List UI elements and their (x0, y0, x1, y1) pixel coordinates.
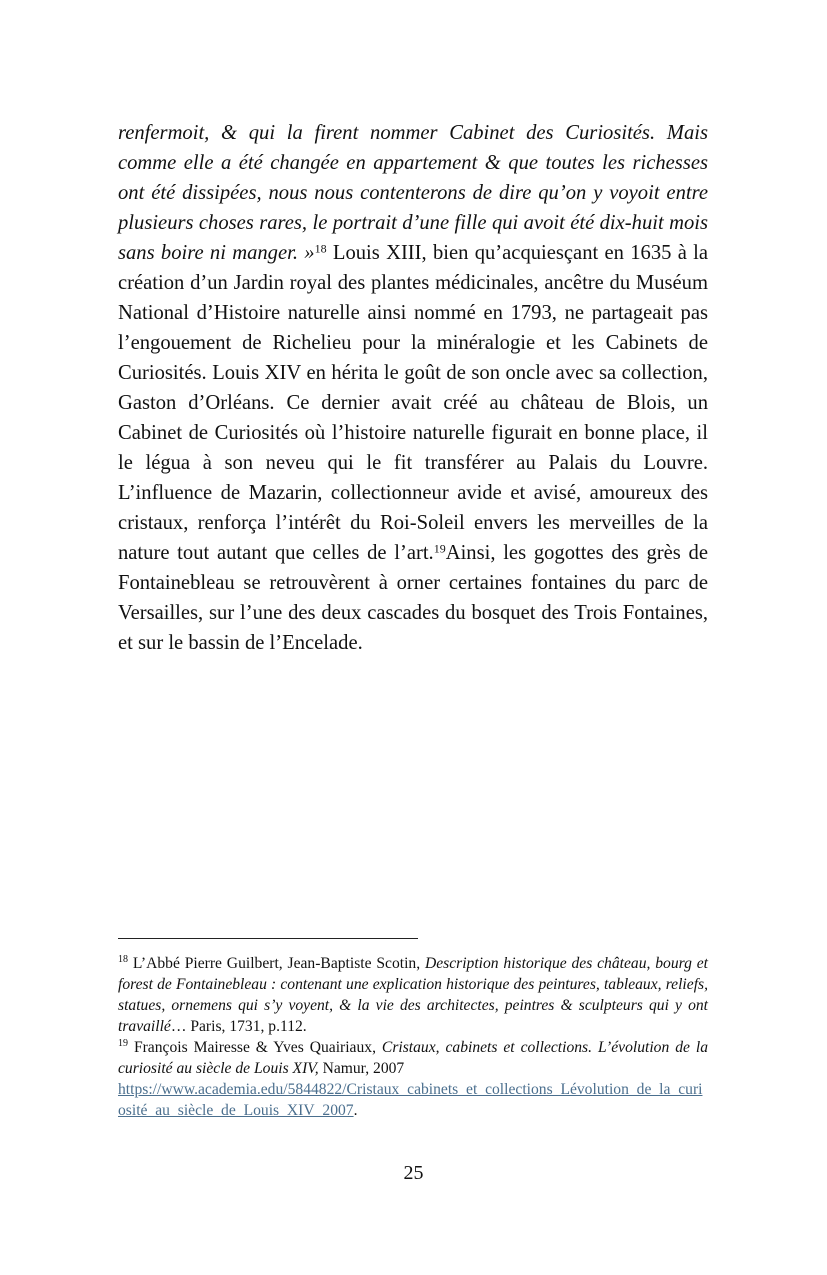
footnote-19 (118, 1037, 708, 1121)
footnote-authors: François Mairesse & Yves Quairiaux, (128, 1039, 382, 1056)
quoted-passage: renfermoit, & qui la firent nommer Cabinet des Curiosités. Mais comme elle a été changée en appartement & que toutes les richesses ont été dissipées, nous nous contenterons de dire qu’on y voyoit entre plusieurs choses rares, le portrait d’une fille qui avoit été dix-huit mois sans boire ni manger. » (118, 122, 708, 264)
paragraph-text-1: Louis XIII, bien qu’acquiesçant en 1635 à la création d’un Jardin royal des plantes médicinales, ancêtre du Muséum National d’Histoire naturelle ainsi nommé en 1793, ne partageait pas l’engouement de Richelieu pour la minéralogie et les Cabinets de Curiosités. Louis XIV en hérita le goût de son oncle avec sa collection, Gaston d’Orléans. Ce dernier avait créé au château de Blois, un Cabinet de Curiosités où l’histoire naturelle figurait en bonne place, il le légua à son neveu qui le fit transférer au Palais du Louvre. L’influence de Mazarin, collectionneur avide et avisé, amoureux des cristaux, renforça l’intérêt du Roi-Soleil envers les merveilles de la nature tout autant que celles de l’art. (118, 242, 708, 564)
footnote-number: 19 (118, 1038, 128, 1049)
footnote-publication: … Paris, 1731, p.112. (170, 1018, 307, 1035)
footnote-authors: L’Abbé Pierre Guilbert, Jean-Baptiste Scotin, (128, 955, 425, 972)
footnote-ref-18[interactable]: 18 (314, 241, 327, 256)
paragraph-text-2: Ainsi, les gogottes des grès de Fontainebleau se retrouvèrent à orner certaines fontaines du parc de Versailles, sur l’une des deux cascades du bosquet des Trois Fontaines, et sur le bassin de l’Encelade. (118, 542, 708, 654)
footnote-title: Description historique des château, bourg et forest de Fontainebleau : contenant une explication historique des peintures, tableaux, reliefs, statues, ornemens qui s’y voyent, & la vie des architectes, peintres & sculpteurs qui y ont travaillé (118, 955, 708, 1035)
footnote-end-punctuation: . (353, 1102, 358, 1119)
footnote-number: 18 (118, 954, 128, 965)
footnote-separator (118, 938, 418, 939)
footnote-18 (118, 953, 708, 1037)
footnote-ref-19[interactable]: 19 (433, 541, 446, 556)
footnotes (118, 953, 708, 1121)
footnote-publication: Namur, 2007 (318, 1060, 405, 1077)
footnote-title: Cristaux, cabinets et collections. L’évolution de la curiosité au siècle de Louis XIV, (118, 1039, 709, 1077)
page-number: 25 (403, 1162, 424, 1184)
main-text-block (118, 118, 708, 658)
footnote-link[interactable]: https://www.academia.edu/5844822/Cristaux_cabinets_et_collections_Lévolution_de_la_curiosité_au_siècle_de_Louis_XIV_2007 (118, 1081, 703, 1119)
body-paragraph (118, 118, 708, 658)
